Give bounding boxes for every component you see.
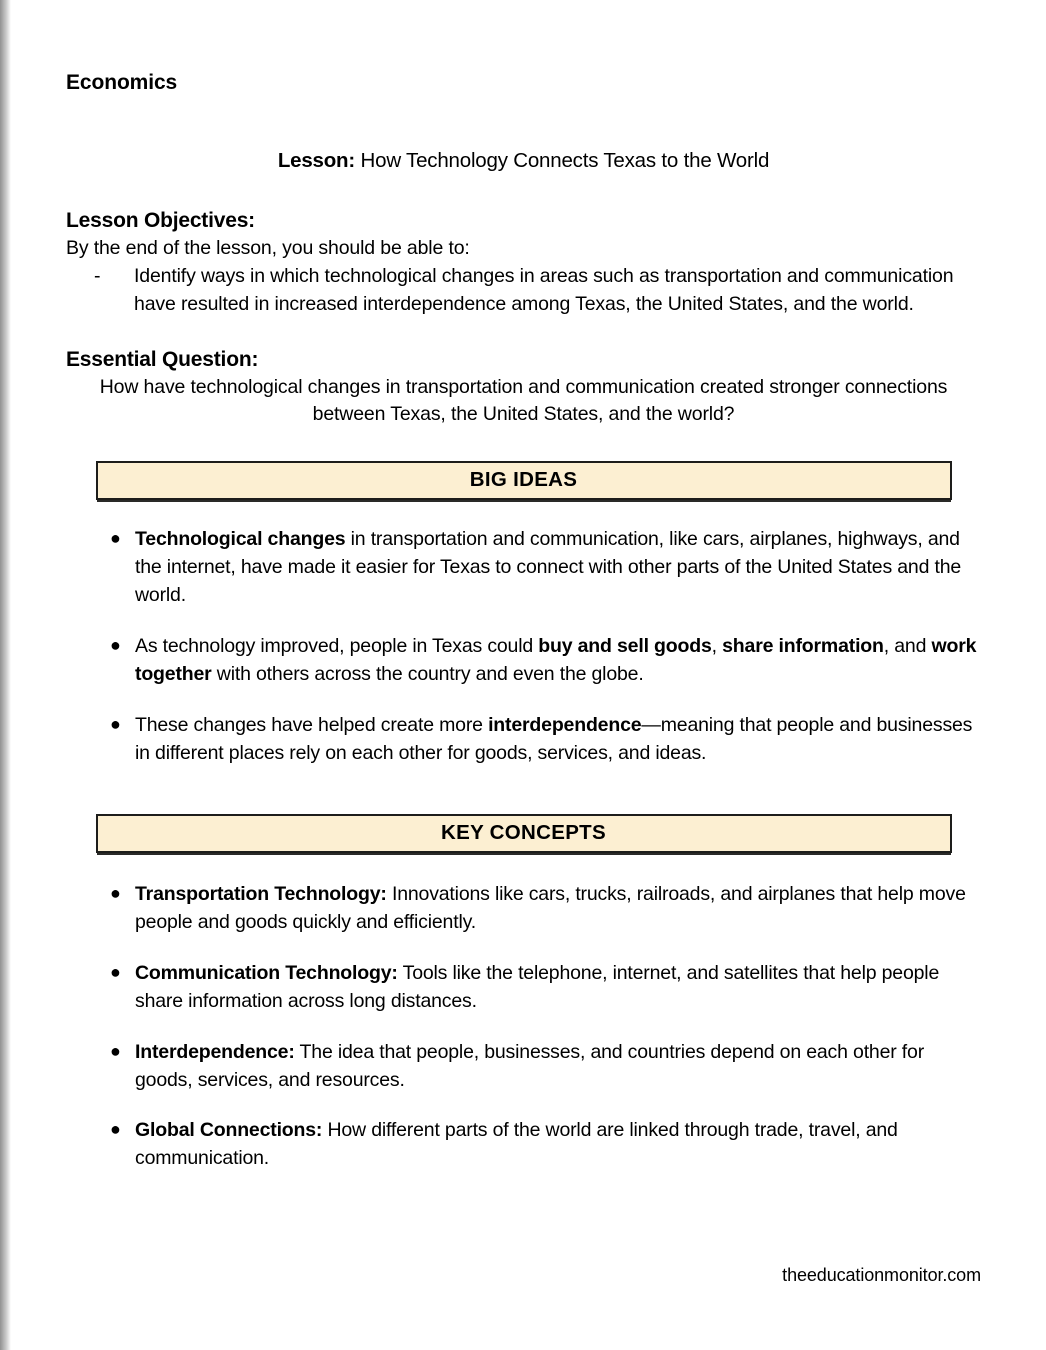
document-page — [11, 9, 1033, 1329]
key-concepts-list — [66, 881, 981, 1173]
big-ideas-list — [66, 526, 981, 767]
big-idea-3-text-b: —meaning that people and businesses in different places rely on each other for goods, services, and ideas. — [135, 713, 973, 764]
essential-question-heading: Essential Question: — [66, 348, 259, 371]
key-concept-4-term: Global Connections: — [135, 1119, 323, 1142]
big-idea-1-text: in transportation and communication, like cars, airplanes, highways, and the internet, have made it easier for Texas to connect with other parts of the United States and the world. — [135, 528, 962, 607]
lesson-label: Lesson: — [277, 149, 356, 173]
big-idea-2-text-c: , and — [883, 635, 932, 658]
key-concept-3-definition: The idea that people, businesses, and countries depend on each other for goods, services, and resources. — [135, 1040, 925, 1091]
lesson-objectives-heading: Lesson Objectives: — [66, 208, 255, 232]
list-item — [66, 712, 981, 768]
big-idea-2-bold-a: buy and sell goods — [538, 635, 712, 658]
list-item — [66, 960, 981, 1016]
list-item — [66, 1117, 981, 1173]
bullet-dot-icon: ● — [110, 528, 121, 549]
document-body — [11, 9, 1033, 1329]
bullet-dot-icon: ● — [110, 883, 121, 904]
key-concepts-banner — [96, 814, 952, 854]
big-idea-2-bold-b: share information — [722, 635, 884, 658]
dash-bullet-icon: - — [94, 265, 101, 288]
lesson-title-line — [66, 148, 981, 174]
key-concepts-banner-label: KEY CONCEPTS — [441, 820, 606, 844]
key-concept-2-definition: Tools like the telephone, internet, and satellites that help people share information across long distances. — [135, 961, 940, 1012]
key-concept-3-term: Interdependence: — [135, 1040, 295, 1063]
bullet-dot-icon: ● — [110, 635, 121, 656]
list-item — [66, 1039, 981, 1095]
key-concept-4-definition: How different parts of the world are linked through trade, travel, and communication. — [135, 1119, 898, 1170]
bullet-dot-icon: ● — [110, 1119, 121, 1140]
big-idea-2-text-b: , — [711, 635, 723, 658]
big-idea-3-bold: interdependence — [488, 713, 642, 736]
list-item — [66, 881, 981, 937]
page-title: Economics — [66, 71, 178, 94]
key-concept-1-definition: Innovations like cars, trucks, railroads, and airplanes that help move people and goods quickly and efficiently. — [135, 883, 966, 933]
list-item — [66, 526, 981, 610]
key-concept-1-term: Transportation Technology: — [135, 883, 387, 906]
bullet-dot-icon: ● — [110, 961, 121, 982]
lesson-objectives-lead: By the end of the lesson, you should be able to: — [66, 236, 470, 259]
objective-text: Identify ways in which technological changes in areas such as transportation and communication have resulted in increased interdependence among Texas, the United States, and the world. — [134, 265, 954, 316]
big-idea-2-text-d: with others across the country and even the globe. — [211, 662, 644, 685]
essential-question-text: How have technological changes in transportation and communication created stronger connections between Texas, the United States, and the world? — [99, 376, 948, 425]
big-idea-1-bold: Technological changes — [135, 528, 346, 551]
big-idea-2-text-a: As technology improved, people in Texas could — [135, 635, 539, 658]
footer-attribution: theeducationmonitor.com — [782, 1265, 981, 1286]
bullet-dot-icon: ● — [110, 1040, 121, 1061]
key-concept-2-term: Communication Technology: — [135, 961, 398, 984]
list-item — [66, 263, 981, 319]
big-idea-2-bold-c: work together — [135, 635, 977, 685]
big-ideas-banner — [96, 461, 952, 501]
lesson-objectives-list — [66, 263, 981, 319]
list-item — [66, 633, 981, 689]
lesson-title: How Technology Connects Texas to the World — [355, 149, 770, 173]
big-ideas-banner-label: BIG IDEAS — [469, 467, 578, 491]
big-idea-3-text-a: These changes have helped create more — [135, 713, 489, 736]
bullet-dot-icon: ● — [110, 713, 121, 734]
